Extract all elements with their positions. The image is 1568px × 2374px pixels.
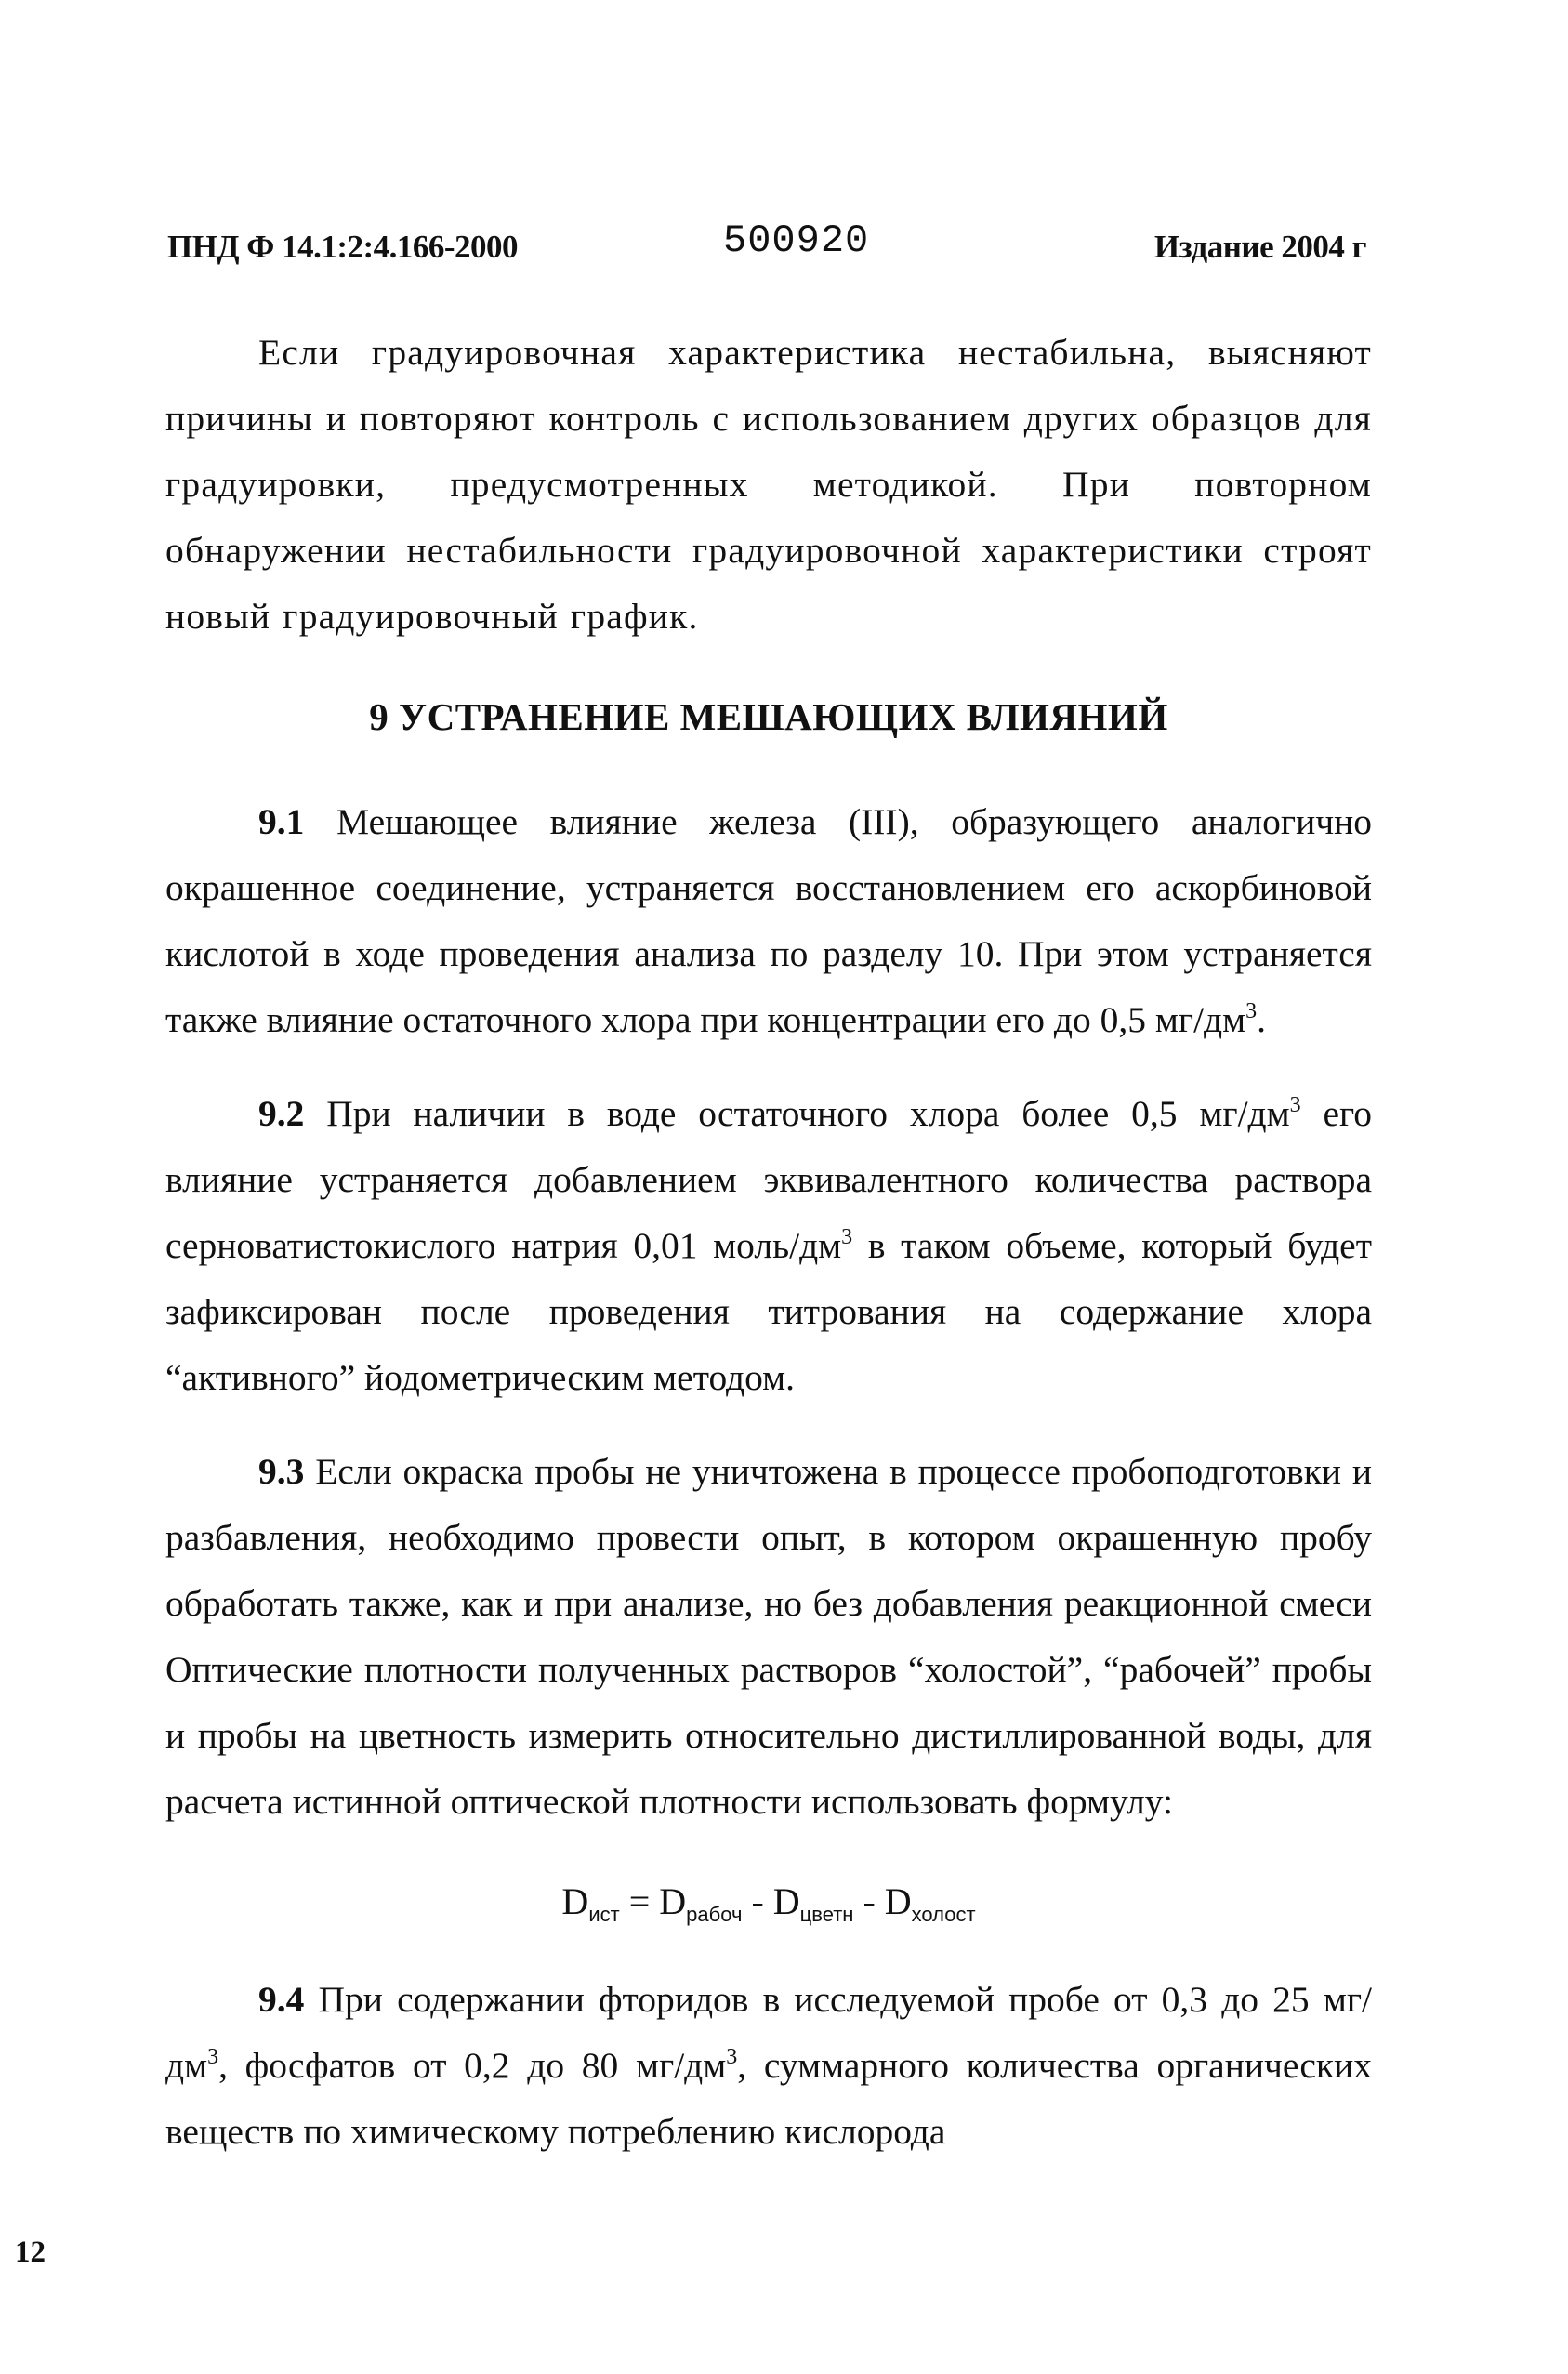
optical-density-formula (165, 1874, 1372, 1930)
section-text: При наличии в воде остаточного хлора более 0,5 мг/дм (304, 1093, 1290, 1134)
section-9-1 (165, 789, 1372, 1053)
section-number: 9.3 (258, 1451, 305, 1492)
section-number: 9.1 (258, 801, 305, 842)
formula-subscript: холост (911, 1903, 976, 1926)
document-code: ПНД Ф 14.1:2:4.166-2000 (167, 229, 519, 265)
page-number: 12 (15, 2236, 46, 2269)
section-text: . (1257, 999, 1267, 1040)
formula-symbol: D (561, 1880, 589, 1922)
formula-subscript: рабоч (686, 1903, 743, 1926)
formula-symbol: D (772, 1880, 800, 1922)
section-text: Если окраска пробы не уничтожена в процессе пробоподготовки и разбавления, необходимо провести опыт, в котором окрашенную пробу обработать также, как и при анализе, но без добавления реакционной смеси Оптические плотности полученных растворов “холостой”, “рабочей” пробы и пробы на цветность измерить относительно дистиллированной воды, для расчета истинной оптической плотности использовать формулу: (165, 1451, 1372, 1822)
superscript: 3 (207, 2045, 219, 2069)
section-number: 9.2 (258, 1093, 305, 1134)
edition-label: Издание 2004 г (1153, 229, 1366, 265)
section-text: , суммарного количества органических веществ по химическому потреблению кислорода (165, 2045, 1372, 2152)
intro-paragraph: Если градуировочная характеристика нестабильна, выясняют причины и повторяют контроль с использованием других образцов для градуировки, предусмотренных методикой. При повторном обнаружении нестабильности градуировочной характеристики строят новый градуировочный график. (165, 332, 1372, 637)
section-text: его влияние устраняется добавлением эквивалентного количества раствора серноватистокислого натрия 0,01 моль/дм (165, 1093, 1372, 1266)
page-header (167, 218, 1366, 277)
superscript: 3 (1289, 1093, 1301, 1117)
section-9-3 (165, 1439, 1372, 1835)
superscript: 3 (726, 2045, 738, 2069)
section-text: в таком объеме, который будет зафиксирован после проведения титрования на содержание хлора “активного” йодометрическим методом. (165, 1225, 1372, 1398)
superscript: 3 (841, 1225, 853, 1249)
stamp-number: 500920 (723, 218, 870, 263)
formula-operator: - (853, 1880, 885, 1922)
section-9-2 (165, 1081, 1372, 1411)
formula-symbol: D (884, 1880, 912, 1922)
formula-subscript: цветн (799, 1903, 854, 1926)
section-number: 9.4 (258, 1979, 305, 2020)
formula-symbol: D (659, 1880, 687, 1922)
formula-subscript: ист (588, 1903, 620, 1926)
section-9-4 (165, 1967, 1372, 2165)
section-heading: 9 УСТРАНЕНИЕ МЕШАЮЩИХ ВЛИЯНИЙ (369, 695, 1168, 738)
section-text: Мешающее влияние железа (III), образующего аналогично окрашенное соединение, устраняется восстановлением его аскорбиновой кислотой в ходе проведения анализа по разделу 10. При этом устраняется также влияние остаточного хлора при концентрации его до 0,5 мг/дм (165, 801, 1372, 1040)
superscript: 3 (1245, 999, 1258, 1023)
formula-operator: - (742, 1880, 773, 1922)
formula-operator: = (619, 1880, 660, 1922)
section-text: , фосфатов от 0,2 до 80 мг/дм (218, 2045, 727, 2086)
page-body (165, 320, 1372, 2165)
section-text: При содержании фторидов в исследуемой пробе от 0,3 до 25 мг/дм (165, 1979, 1372, 2086)
